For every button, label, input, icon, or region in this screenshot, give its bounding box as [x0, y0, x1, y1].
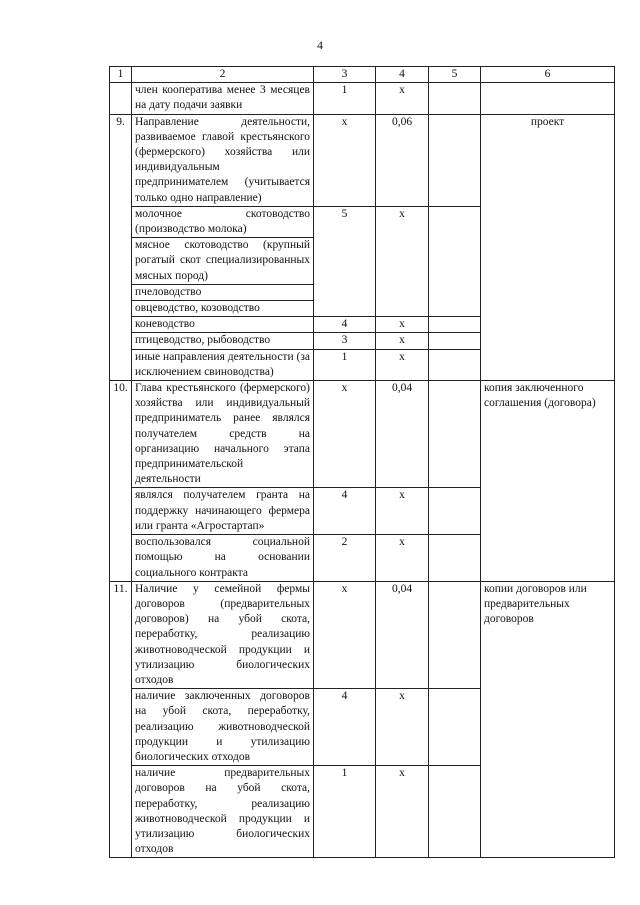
header-col-1: 1 — [110, 67, 132, 83]
value-cell — [429, 114, 481, 206]
document-cell: копия заключенного соглашения (договора) — [481, 381, 615, 582]
header-col-5: 5 — [429, 67, 481, 83]
row-number: 9. — [110, 114, 132, 380]
criteria-table — [109, 66, 615, 858]
document-cell — [481, 83, 615, 114]
value-cell — [429, 83, 481, 114]
table-row — [110, 114, 615, 206]
page-number: 4 — [317, 38, 323, 52]
score-cell: 4 — [314, 317, 376, 333]
criterion-text: являлся получателем гранта на поддержку начинающего фермера или гранта «Агростартап» — [132, 488, 314, 535]
weight-cell: 0,04 — [376, 581, 429, 688]
value-cell — [429, 206, 481, 316]
row-number: 11. — [110, 581, 132, 858]
score-cell: х — [314, 114, 376, 206]
score-cell: 4 — [314, 488, 376, 535]
weight-cell: х — [376, 766, 429, 858]
document-cell: копии договоров или предварительных договоров — [481, 581, 615, 858]
criterion-text: воспользовался социальной помощью на основании социального контракта — [132, 535, 314, 582]
criterion-text: овцеводство, козоводство — [132, 301, 314, 317]
header-col-6: 6 — [481, 67, 615, 83]
value-cell — [429, 689, 481, 766]
header-col-2: 2 — [132, 67, 314, 83]
value-cell — [429, 488, 481, 535]
criterion-text: иные направления деятельности (за исключением свиноводства) — [132, 349, 314, 380]
weight-cell: 0,04 — [376, 381, 429, 488]
score-cell: х — [314, 581, 376, 688]
criterion-text: Направление деятельности, развиваемое главой крестьянского (фермерского) хозяйства или индивидуальным предпринимателем (учитывается только одно направление) — [132, 114, 314, 206]
weight-cell: х — [376, 206, 429, 316]
value-cell — [429, 381, 481, 488]
criterion-text: коневодство — [132, 317, 314, 333]
value-cell — [429, 535, 481, 582]
score-cell: 4 — [314, 689, 376, 766]
criterion-text: пчеловодство — [132, 284, 314, 300]
weight-cell: 0,06 — [376, 114, 429, 206]
weight-cell: х — [376, 488, 429, 535]
row-number: 10. — [110, 381, 132, 582]
document-cell: проект — [481, 114, 615, 380]
score-cell: 1 — [314, 83, 376, 114]
weight-cell: х — [376, 333, 429, 349]
value-cell — [429, 349, 481, 380]
value-cell — [429, 766, 481, 858]
table-row — [110, 381, 615, 488]
criterion-text: наличие предварительных договоров на убой скота, переработку, реализацию животноводческой продукции и утилизацию биологических отходов — [132, 766, 314, 858]
value-cell — [429, 581, 481, 688]
criterion-text: наличие заключенных договоров на убой скота, переработку, реализацию животноводческой продукции и утилизацию биологических отходов — [132, 689, 314, 766]
criterion-text: член кооператива менее 3 месяцев на дату подачи заявки — [132, 83, 314, 114]
header-col-4: 4 — [376, 67, 429, 83]
criterion-text: Наличие у семейной фермы договоров (предварительных договоров) на убой скота, переработку, реализацию животноводческой продукции и утилизацию биологических отходов — [132, 581, 314, 688]
weight-cell: х — [376, 689, 429, 766]
criterion-text: птицеводство, рыбоводство — [132, 333, 314, 349]
score-cell: 5 — [314, 206, 376, 316]
header-col-3: 3 — [314, 67, 376, 83]
weight-cell: х — [376, 349, 429, 380]
weight-cell: х — [376, 83, 429, 114]
table-header-row — [110, 67, 615, 83]
weight-cell: х — [376, 535, 429, 582]
score-cell: 2 — [314, 535, 376, 582]
criterion-text: молочное скотоводство (производство молока) — [132, 206, 314, 237]
criterion-text: Глава крестьянского (фермерского) хозяйства или индивидуальный предприниматель ранее являлся получателем средств на организацию начального этапа предпринимательской деятельности — [132, 381, 314, 488]
weight-cell: х — [376, 317, 429, 333]
value-cell — [429, 333, 481, 349]
table-row — [110, 581, 615, 688]
criterion-text: мясное скотоводство (крупный рогатый скот специализированных мясных пород) — [132, 238, 314, 285]
score-cell: 1 — [314, 766, 376, 858]
row-number — [110, 83, 132, 114]
score-cell: 1 — [314, 349, 376, 380]
score-cell: х — [314, 381, 376, 488]
table-row — [110, 83, 615, 114]
value-cell — [429, 317, 481, 333]
score-cell: 3 — [314, 333, 376, 349]
